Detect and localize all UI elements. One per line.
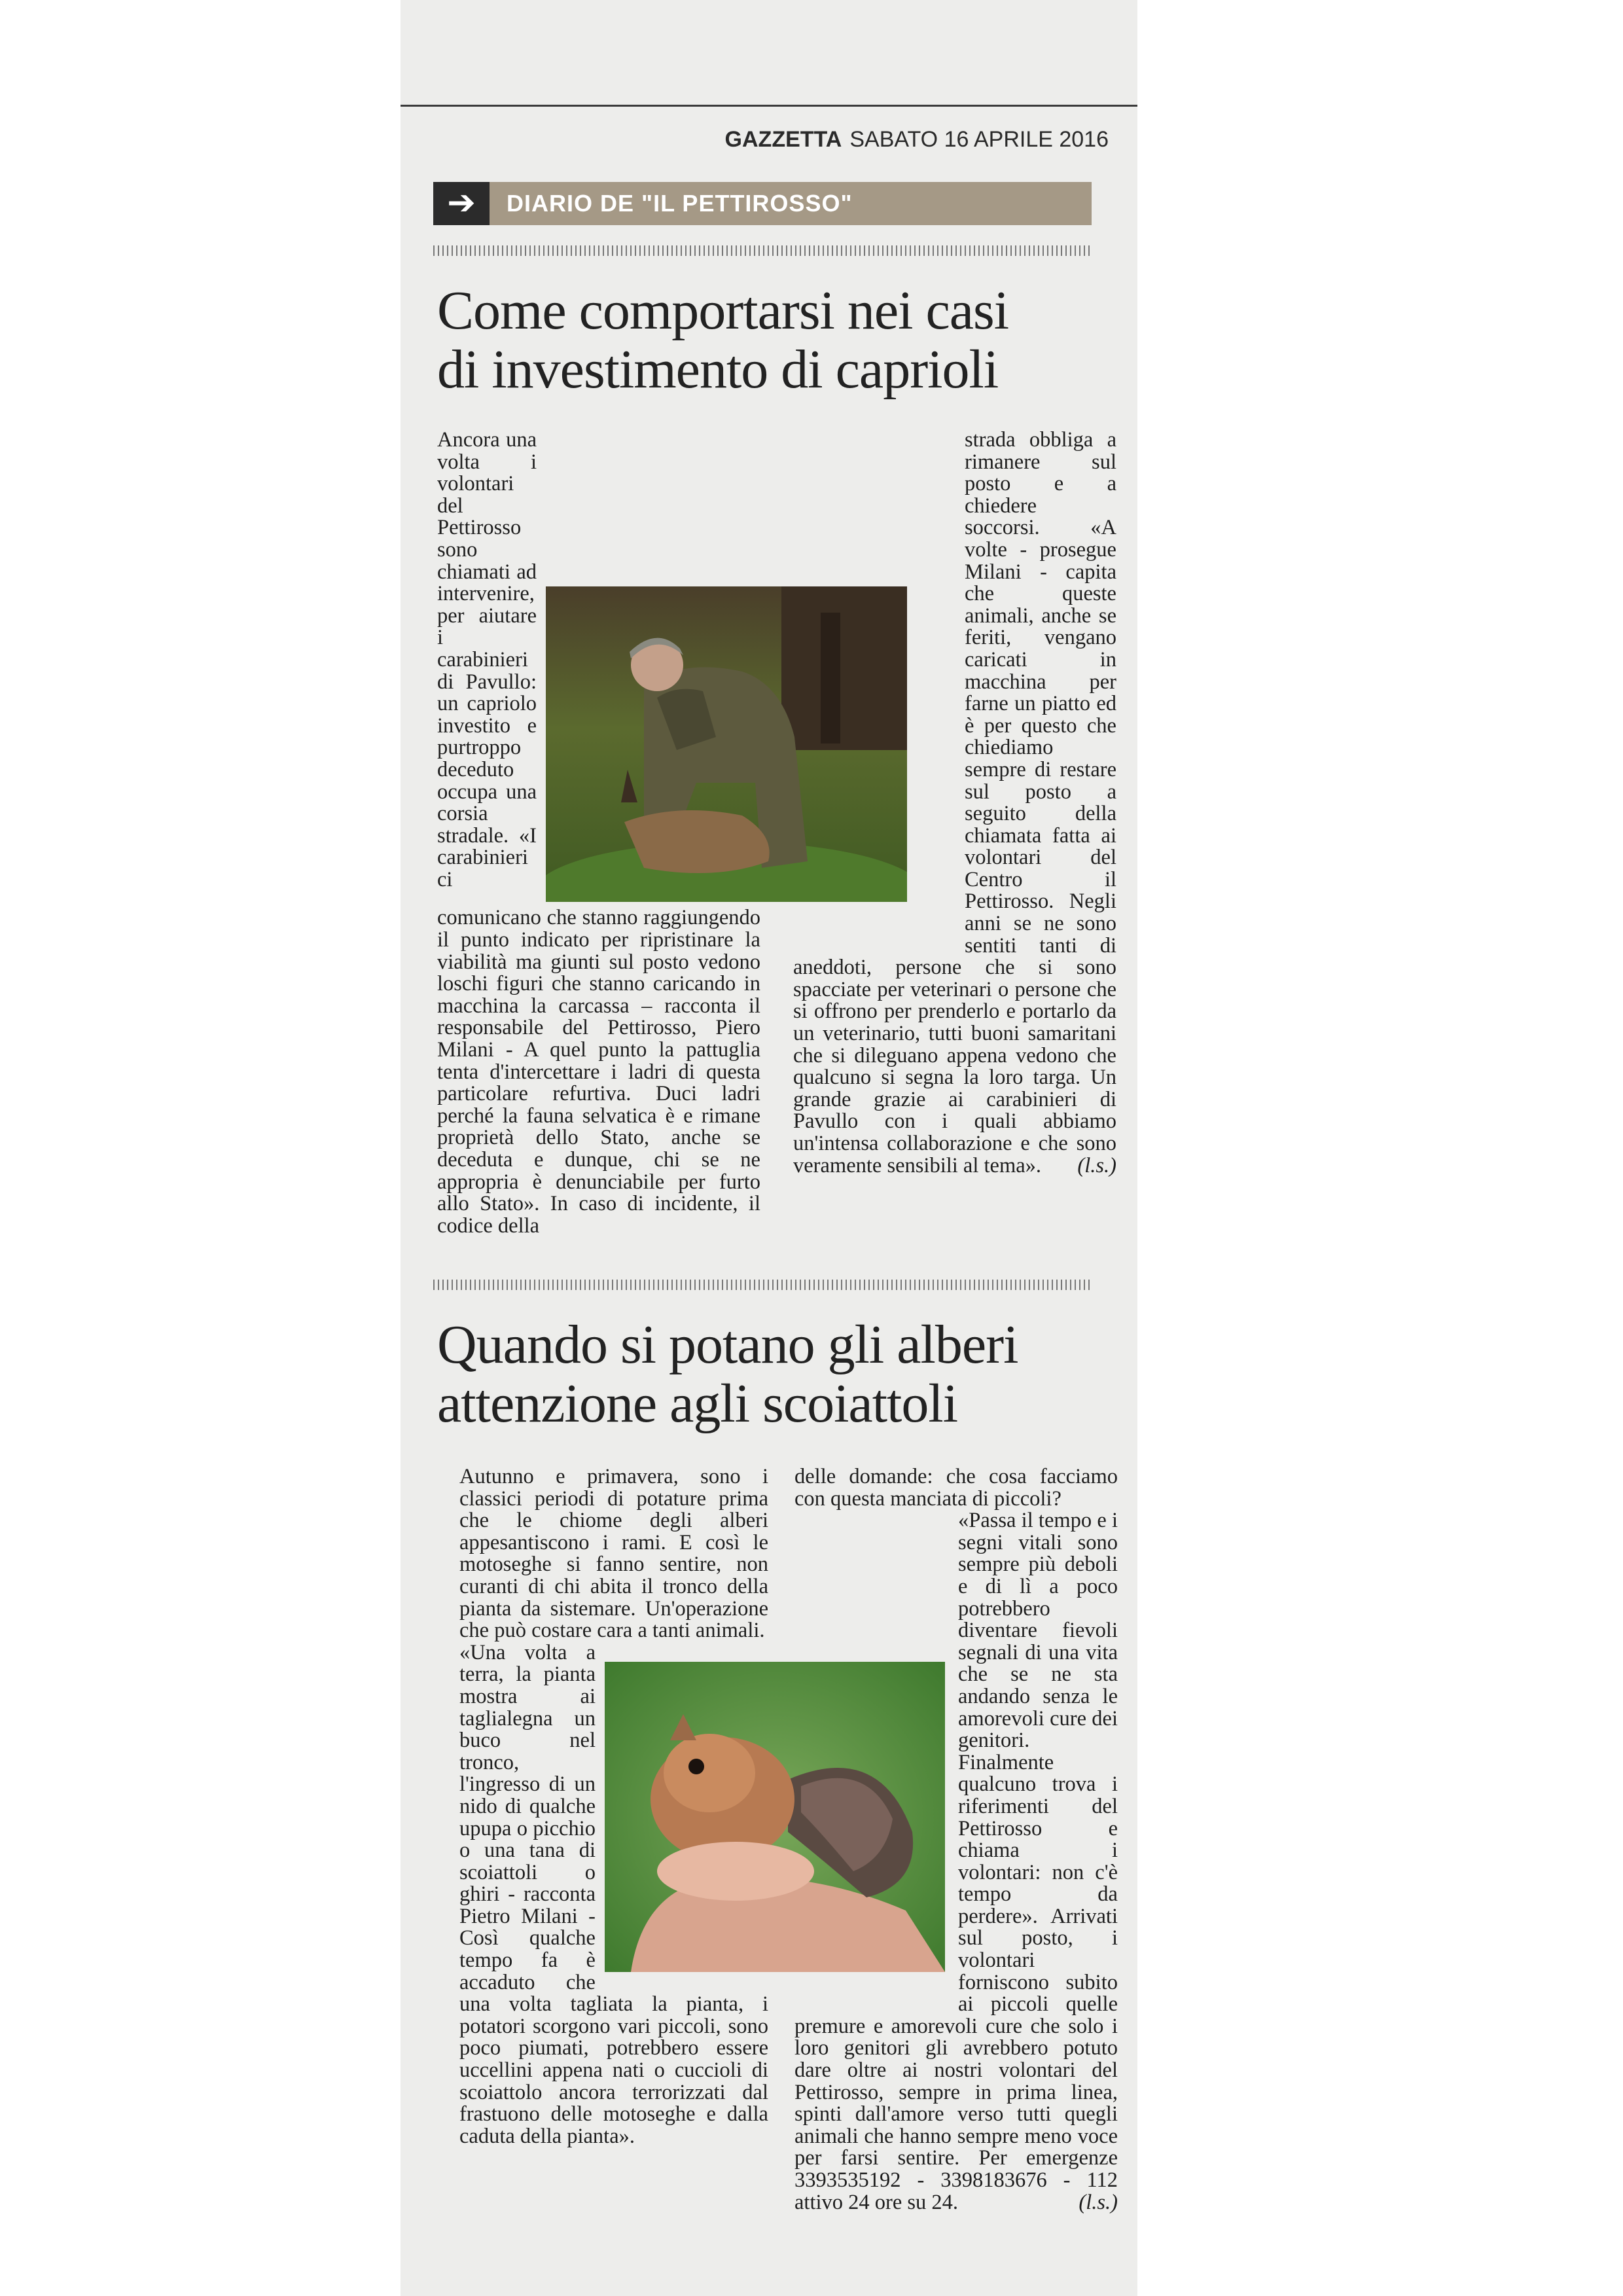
article2-column-left — [459, 1466, 768, 2147]
hatch-rule — [433, 1280, 1092, 1290]
arrow-right-icon: ➔ — [433, 182, 490, 225]
masthead — [725, 127, 1109, 152]
headline-line: attenzione agli scoiattoli — [437, 1373, 958, 1434]
headline-line: di investimento di caprioli — [437, 339, 999, 400]
article2-headline — [437, 1316, 1018, 1433]
article1-column-right — [793, 429, 1116, 1177]
article1-column-left — [437, 429, 760, 1237]
article1-text-left: Ancora una volta i volontari del Pettirosso sono chiamati ad intervenire, per aiutare i carabinieri di Pavullo: un capriolo investito e purtroppo deceduto occupa una corsia stradale. «I carabinieri ci comunicano che stanno raggiungendo il punto indicato per ripristinare la viabilità ma giunti sul posto vedono loschi figuri che stanno caricando in macchina la carcassa – racconta il responsabile del Pettirosso, Piero Milani - A quel punto la pattuglia tenta d'intercettare i ladri di questa particolare refurtiva. Duci ladri perché la fauna selvatica è e rimane proprietà dello Stato, anche se deceduta e dunque, chi se ne appropria è denunciabile per furto allo Stato». In caso di incidente, il codice della — [437, 428, 760, 1238]
headline-line: Come comportarsi nei casi — [437, 280, 1009, 341]
article2-text-right-p2: «Passa il tempo e i segni vitali sono sempre più deboli e di lì a poco potrebbero diventare fievoli segnali di una vita che se ne sta andando senza le amorevoli cure dei genitori. Finalmente qualcuno trova i riferimenti del Pettirosso e chiama i volontari: non c'è tempo da perdere». Arrivati sul posto, i volontari forniscono subito ai piccoli quelle premure e amorevoli cure che solo i loro genitori gli avrebbero potuto dare oltre ai nostri volontari del Pettirosso, sempre in prima linea, spinti dall'amore verso tutti quegli animali che hanno sempre meno voce per farsi sentire. Per emergenze 3393535192 - 3398183676 - 112 attivo 24 ore su 24. — [794, 1509, 1118, 2214]
article2-text-left-p2: «Una volta a terra, la pianta mostra ai taglialegna un buco nel tronco, l'ingresso di un nido di qualche upupa o picchio o una tana di scoiattoli o ghiri - racconta Pietro Milani - Così qualche tempo fa è accaduto che una volta tagliata la pianta, i potatori scorgono vari piccoli, sono poco piumati, potrebbero essere uccellini appena nati o cuccioli di scoiattolo ancora terrorizzati dal frastuono delle motoseghe e dalla caduta della pianta». — [459, 1640, 768, 2148]
article2-text-left-p1: Autunno e primavera, sono i classici periodi di potature prima che le chiome degli alberi appesantiscono i rami. E così le motoseghe si fanno sentire, non curanti di chi abita il tronco della pianta da sistemare. Un'operazione che può costare cara a tanti animali. — [459, 1465, 768, 1643]
article1-headline — [437, 281, 1008, 399]
newspaper-clipping — [401, 0, 1137, 2296]
top-rule — [401, 105, 1137, 107]
issue-date: SABATO 16 APRILE 2016 — [849, 127, 1109, 152]
photo-wrap-spacer — [794, 1641, 958, 2007]
article1-text-right: strada obbliga a rimanere sul posto e a chiedere soccorsi. «A volte - prosegue Milani - capita che queste animali, anche se feriti, vengano caricati in macchina per farne un piatto ed è per questo che chiediamo sempre di restare sul posto a seguito della chiamata fatta ai volontari del Centro il Pettirosso. Negli anni se ne sono sentiti tanti di aneddoti, persone che si sono spacciate per veterinari o persone che si offrono per prenderlo e portarlo da un veterinario, tutti buoni samaritani che si dileguano appena vedono che qualcuno si segna la loro targa. Un grande grazie ai carabinieri di Pavullo con i quali abbiamo un'intensa collaborazione e che sono veramente sensibili al tema». — [793, 428, 1116, 1177]
article2-signature: (l.s.) — [1079, 2190, 1118, 2214]
paper-name: GAZZETTA — [724, 127, 842, 152]
hatch-rule — [433, 245, 1092, 256]
article2-text-right-p1: delle domande: che cosa facciamo con questa manciata di piccoli? — [794, 1465, 1118, 1511]
section-rubric — [433, 182, 1092, 225]
headline-line: Quando si potano gli alberi — [437, 1314, 1018, 1375]
article2-column-right — [794, 1466, 1118, 2214]
article1-signature: (l.s.) — [1077, 1153, 1116, 1177]
rubric-label: DIARIO DE "IL PETTIROSSO" — [507, 190, 853, 217]
photo-wrap-spacer — [793, 562, 965, 942]
